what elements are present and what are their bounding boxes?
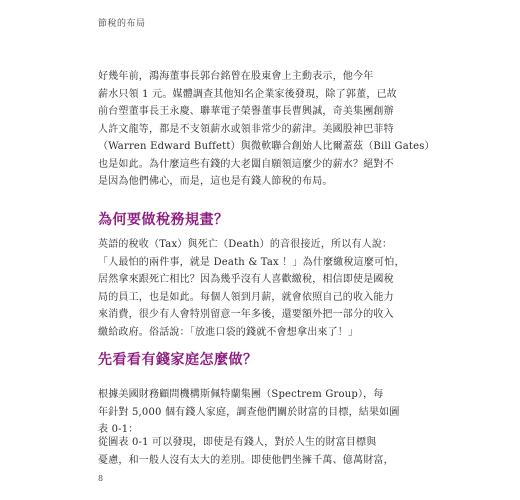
paragraph-line: 居然拿來跟死亡相比？因為幾乎沒有人喜歡繳稅，相信即使是國稅 [98,274,394,285]
paragraph-line: 從圖表 0-1 可以發現，即使是有錢人，對於人生的財富目標與 [98,437,377,448]
paragraph-line: 英語的稅收（Tax）與死亡（Death）的音很接近，所以有人說： [98,239,393,250]
running-head: 節稅的布局 [98,19,146,29]
paragraph-line: 表 0-1： [98,424,139,435]
paragraph-line: 「人最怕的兩件事，就是 Death & Tax ！」為什麼繳稅這麼可怕， [98,256,405,268]
paragraph-line: 薪水只領 1 元。媒體調查其他知名企業家後發現，除了郭董，已故 [98,88,397,100]
section-heading-wealthy-families: 先看看有錢家庭怎麼做？ [98,352,258,368]
paragraph-line: 局的員工，也是如此。每個人領到月薪，就會依照自己的收入能力 [98,291,394,303]
paragraph-tax-death [98,236,424,341]
paragraph-line: 來消費，很少有人會特別留意一年多後，還要額外把一部分的收入 [98,309,394,320]
paragraph-line: 好幾年前，鴻海董事長郭台銘曾在股東會上主動表示，他今年 [98,71,374,82]
paragraph-line: 是因為他們佛心，而是，這也是有錢人節稅的布局。 [98,176,333,187]
paragraph-line: 人許文龍等，都是不支領薪水或領非常少的薪津。美國股神巴菲特 [98,123,394,135]
paragraph-line: 憂慮，和一般人沒有太大的差別。即使他們坐擁千萬、億萬財富， [98,454,394,466]
paragraph-line: 前台塑董事長王永慶、聯華電子榮譽董事長曹興誠，奇美集團創辦 [98,106,394,117]
paragraph-line: 繳給政府。俗話說：「放進口袋的錢就不會想拿出來了！」 [98,326,359,338]
paragraph-spectrem [98,386,424,439]
paragraph-intro [98,68,435,191]
paragraph-line: （Warren Edward Buffett）與微軟聯合創始人比爾蓋茲（Bill Gates） [98,141,435,152]
paragraph-line: 根據美國財務顧問機構斯佩特蘭集團（Spectrem Group），每 [98,389,384,400]
section-heading-tax-planning: 為何要做稅務規畫？ [98,212,229,228]
paragraph-chart-finding [98,434,424,469]
paragraph-line: 年針對 5,000 個有錢人家庭，調查他們關於財富的目標，結果如圖 [98,406,400,418]
page-number: 8 [98,474,104,483]
paragraph-line: 也是如此。為什麼這些有錢的大老闆自願領這麼少的薪水？絕對不 [98,158,394,170]
